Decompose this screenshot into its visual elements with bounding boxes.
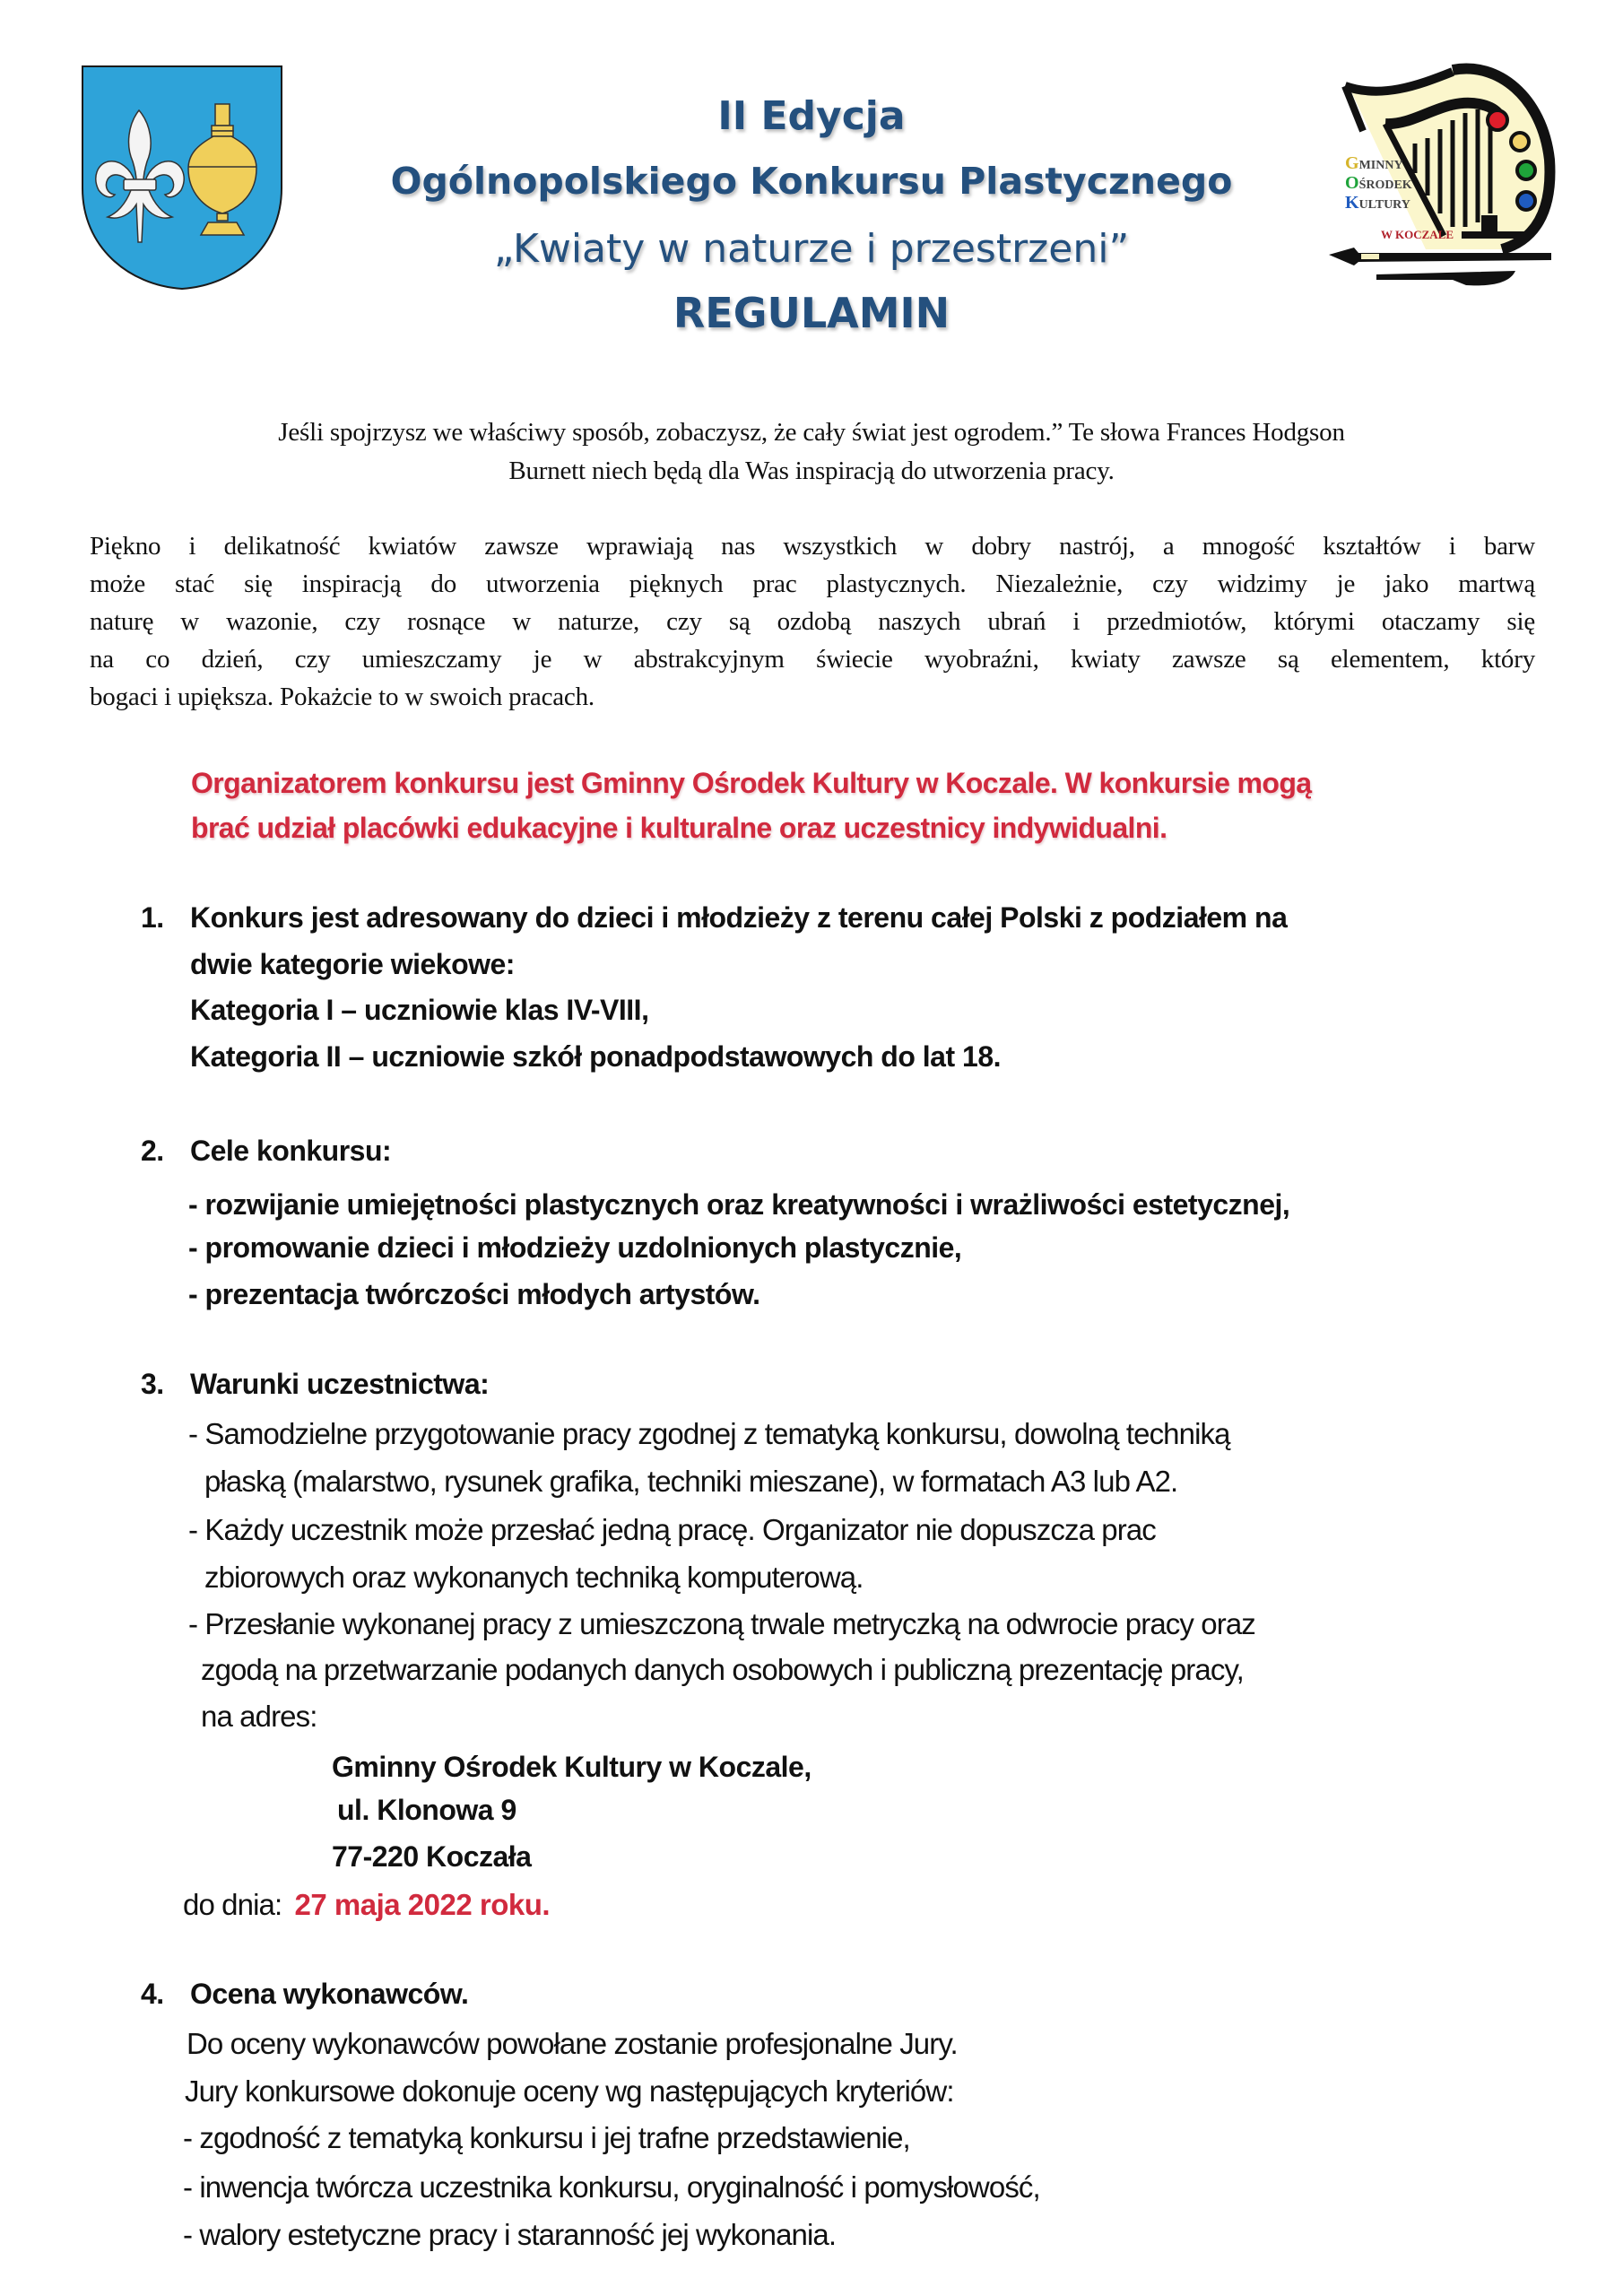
section-4-title: Ocena wykonawców. [190, 1978, 469, 2010]
condition-line-6: zgodą na przetwarzanie podanych danych osobowych i publiczną prezentację pracy, [201, 1653, 1244, 1686]
section-1-number: 1. [141, 901, 164, 934]
intro-paragraph-line-1: Piękno i delikatność kwiatów zawsze wprawiają nas wszystkich w dobry nastrój, a mnogość kształtów i barw [90, 532, 1535, 561]
organizer-notice-line-2: brać udział placówki edukacyjne i kulturalne oraz uczestnicy indywidualni. [191, 812, 1167, 844]
contest-theme-title: „Kwiaty w naturze i przestrzeni” [493, 226, 1130, 272]
svg-text:KULTURY: KULTURY [1345, 193, 1410, 213]
deadline-row [183, 1888, 550, 1922]
evaluation-line-2: Jury konkursowe dokonuje oceny wg następujących kryteriów: [185, 2074, 954, 2108]
contest-name-title: Ogólnopolskiego Konkursu Plastycznego [390, 160, 1233, 203]
condition-line-3: - Każdy uczestnik może przesłać jedną pracę. Organizator nie dopuszcza prac [188, 1513, 1156, 1546]
condition-line-7: na adres: [201, 1700, 317, 1733]
criterion-3: - walory estetyczne pracy i staranność jej wykonania. [183, 2218, 837, 2251]
intro-quote-line-2: Burnett niech będą dla Was inspiracją do utworzenia pracy. [508, 457, 1115, 485]
edition-title: II Edycja [717, 93, 906, 139]
organizer-notice-line-1: Organizatorem konkursu jest Gminny Ośrodek Kultury w Koczale. W konkursie mogą [191, 767, 1312, 799]
section-3-number: 3. [141, 1368, 164, 1400]
goal-item-3: - prezentacja twórczości młodych artystów. [188, 1278, 760, 1310]
intro-paragraph-line-5: bogaci i upiększa. Pokażcie to w swoich pracach. [90, 683, 595, 711]
svg-text:OŚRODEK: OŚRODEK [1345, 173, 1412, 193]
deadline-label: do dnia: [183, 1888, 282, 1921]
condition-line-5: - Przesłanie wykonanej pracy z umieszczoną trwale metryczką na odwrocie pracy oraz [188, 1607, 1255, 1640]
section-2-number: 2. [141, 1135, 164, 1167]
category-1: Kategoria I – uczniowie klas IV-VIII, [190, 994, 649, 1026]
category-2: Kategoria II – uczniowie szkół ponadpodstawowych do lat 18. [190, 1040, 1001, 1073]
section-4-number: 4. [141, 1978, 164, 2010]
address-line-name: Gminny Ośrodek Kultury w Koczale, [332, 1751, 812, 1783]
goal-item-1: - rozwijanie umiejętności plastycznych oraz kreatywności i wrażliwości estetycznej, [188, 1188, 1290, 1221]
regulamin-title: REGULAMIN [673, 289, 950, 337]
section-3-title: Warunki uczestnictwa: [190, 1368, 490, 1400]
condition-line-1: - Samodzielne przygotowanie pracy zgodnej z tematyką konkursu, dowolną techniką [188, 1417, 1230, 1450]
intro-paragraph-line-3: naturę w wazonie, czy rosnące w naturze, czy są ozdobą naszych ubrań i przedmiotów, którymi otaczamy się [90, 607, 1535, 636]
intro-quote-line-1: Jeśli spojrzysz we właściwy sposób, zobaczysz, że cały świat jest ogrodem.” Te słowa Frances Hodgson [278, 418, 1345, 447]
address-line-street: ul. Klonowa 9 [337, 1794, 516, 1826]
criterion-1: - zgodność z tematyką konkursu i jej trafne przedstawienie, [183, 2121, 910, 2154]
section-2-title: Cele konkursu: [190, 1135, 392, 1167]
section-1-line-1: Konkurs jest adresowany do dzieci i młodzieży z terenu całej Polski z podziałem na [190, 901, 1288, 934]
svg-text:W KOCZALE: W KOCZALE [1381, 228, 1454, 241]
address-line-city: 77-220 Koczała [332, 1840, 532, 1873]
criterion-2: - inwencja twórcza uczestnika konkursu, oryginalność i pomysłowość, [183, 2170, 1040, 2204]
intro-paragraph-line-4: na co dzień, czy umieszczamy je w abstrakcyjnym świecie wyobraźni, kwiaty zawsze są elementem, który [90, 645, 1535, 674]
condition-line-4: zbiorowych oraz wykonanych techniką komputerową. [204, 1561, 864, 1594]
intro-paragraph-line-2: może stać się inspiracją do utworzenia pięknych prac plastycznych. Niezależnie, czy widzimy je jako martwą [90, 570, 1535, 598]
evaluation-line-1: Do oceny wykonawców powołane zostanie profesjonalne Jury. [187, 2027, 958, 2060]
goal-item-2: - promowanie dzieci i młodzieży uzdolnionych plastycznie, [188, 1231, 962, 1264]
deadline-date: 27 maja 2022 roku. [294, 1888, 551, 1921]
svg-text:GMINNY: GMINNY [1345, 153, 1403, 173]
condition-line-2: płaską (malarstwo, rysunek grafika, techniki mieszane), w formatach A3 lub A2. [204, 1465, 1178, 1498]
section-1-line-2: dwie kategorie wiekowe: [190, 948, 515, 980]
